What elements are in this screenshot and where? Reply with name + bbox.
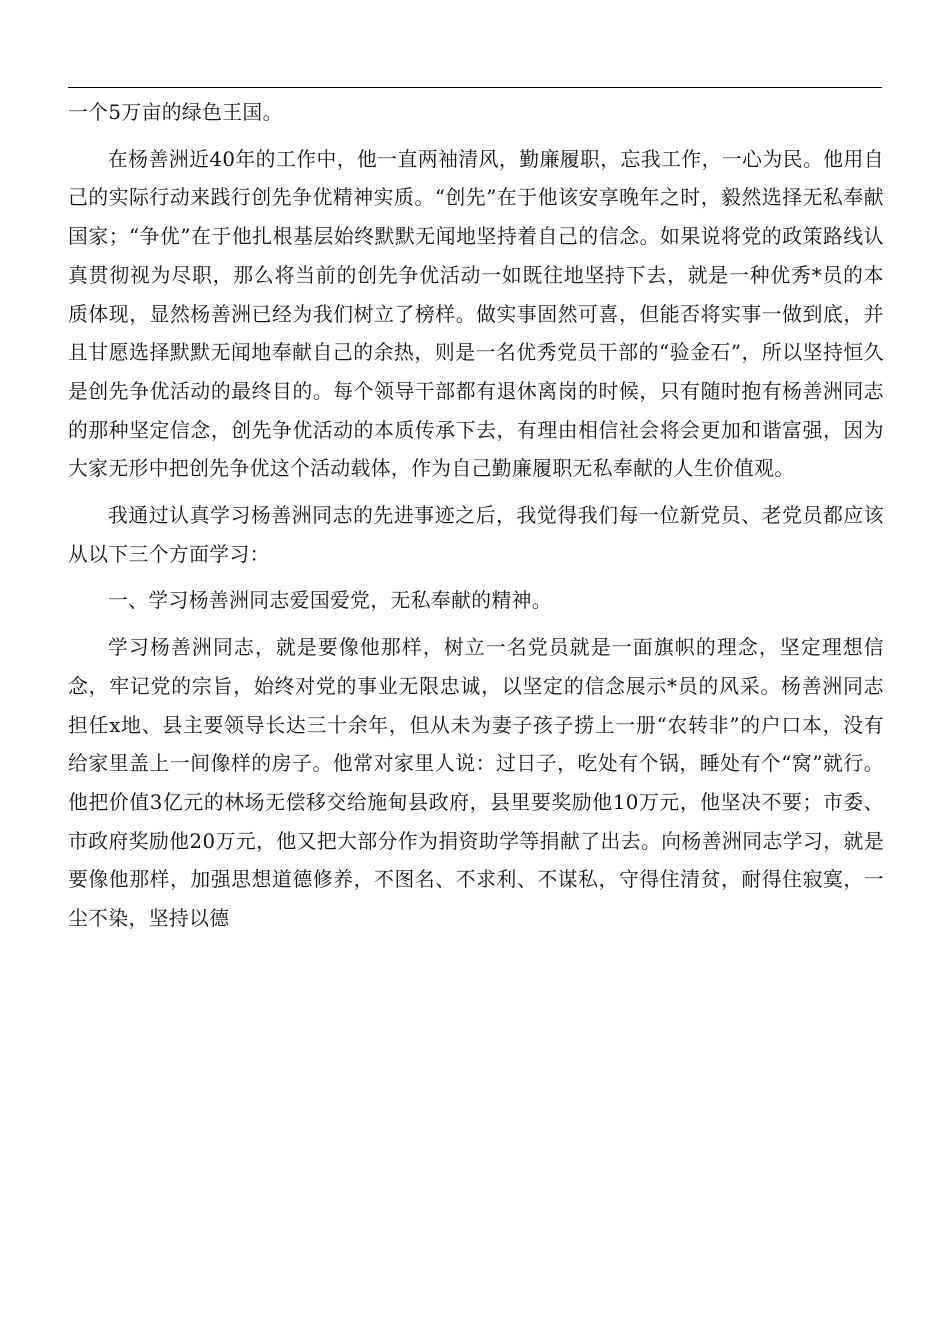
paragraph-4: 一、学习杨善洲同志爱国爱党，无私奉献的精神。 [108,589,552,613]
paragraph-3: 我通过认真学习杨善洲同志的先进事迹之后，我觉得我们每一位新党员、老党员都应该从以下三个方面学习： [68,504,884,566]
header-rule [68,87,882,88]
paragraph-5: 学习杨善洲同志，就是要像他那样，树立一名党员就是一面旗帜的理念，坚定理想信念，牢记党的宗旨，始终对党的事业无限忠诚，以坚定的信念展示*员的风采。杨善洲同志担任x地、县主要领导长达三十余年，但从未为妻子孩子捞上一册“农转非”的户口本，没有给家里盖上一间像样的房子。他常对家里人说：过日子，吃处有个锅，睡处有个“窝”就行。他把价值3亿元的林场无偿移交给施甸县政府，县里要奖励他10万元，他坚决不要；市委、市政府奖励他20万元，他又把大部分作为捐资助学等捐献了出去。向杨善洲同志学习，就是要像他那样，加强思想道德修养，不图名、不求利、不谋私，守得住清贫，耐得住寂寞，一尘不染，坚持以德 [68,636,884,931]
paragraph-2: 在杨善洲近40年的工作中，他一直两袖清风，勤廉履职，忘我工作，一心为民。他用自己的实际行动来践行创先争优精神实质。“创先”在于他该安享晚年之时，毅然选择无私奉献国家；“争优”在于他扎根基层始终默默无闻地坚持着自己的信念。如果说将党的政策路线认真贯彻视为尽职，那么将当前的创先争优活动一如既往地坚持下去，就是一种优秀*员的本质体现，显然杨善洲已经为我们树立了榜样。做实事固然可喜，但能否将实事一做到底，并且甘愿选择默默无闻地奉献自己的余热，则是一名优秀党员干部的“验金石”，所以坚持恒久是创先争优活动的最终目的。每个领导干部都有退休离岗的时候，只有随时抱有杨善洲同志的那种坚定信念，创先争优活动的本质传承下去，有理由相信社会将会更加和谐富强，因为大家无形中把创先争优这个活动载体，作为自己勤廉履职无私奉献的人生价值观。 [68,147,884,481]
document-body [68,94,884,939]
paragraph-1: 一个5万亩的绿色王国。 [68,101,283,124]
